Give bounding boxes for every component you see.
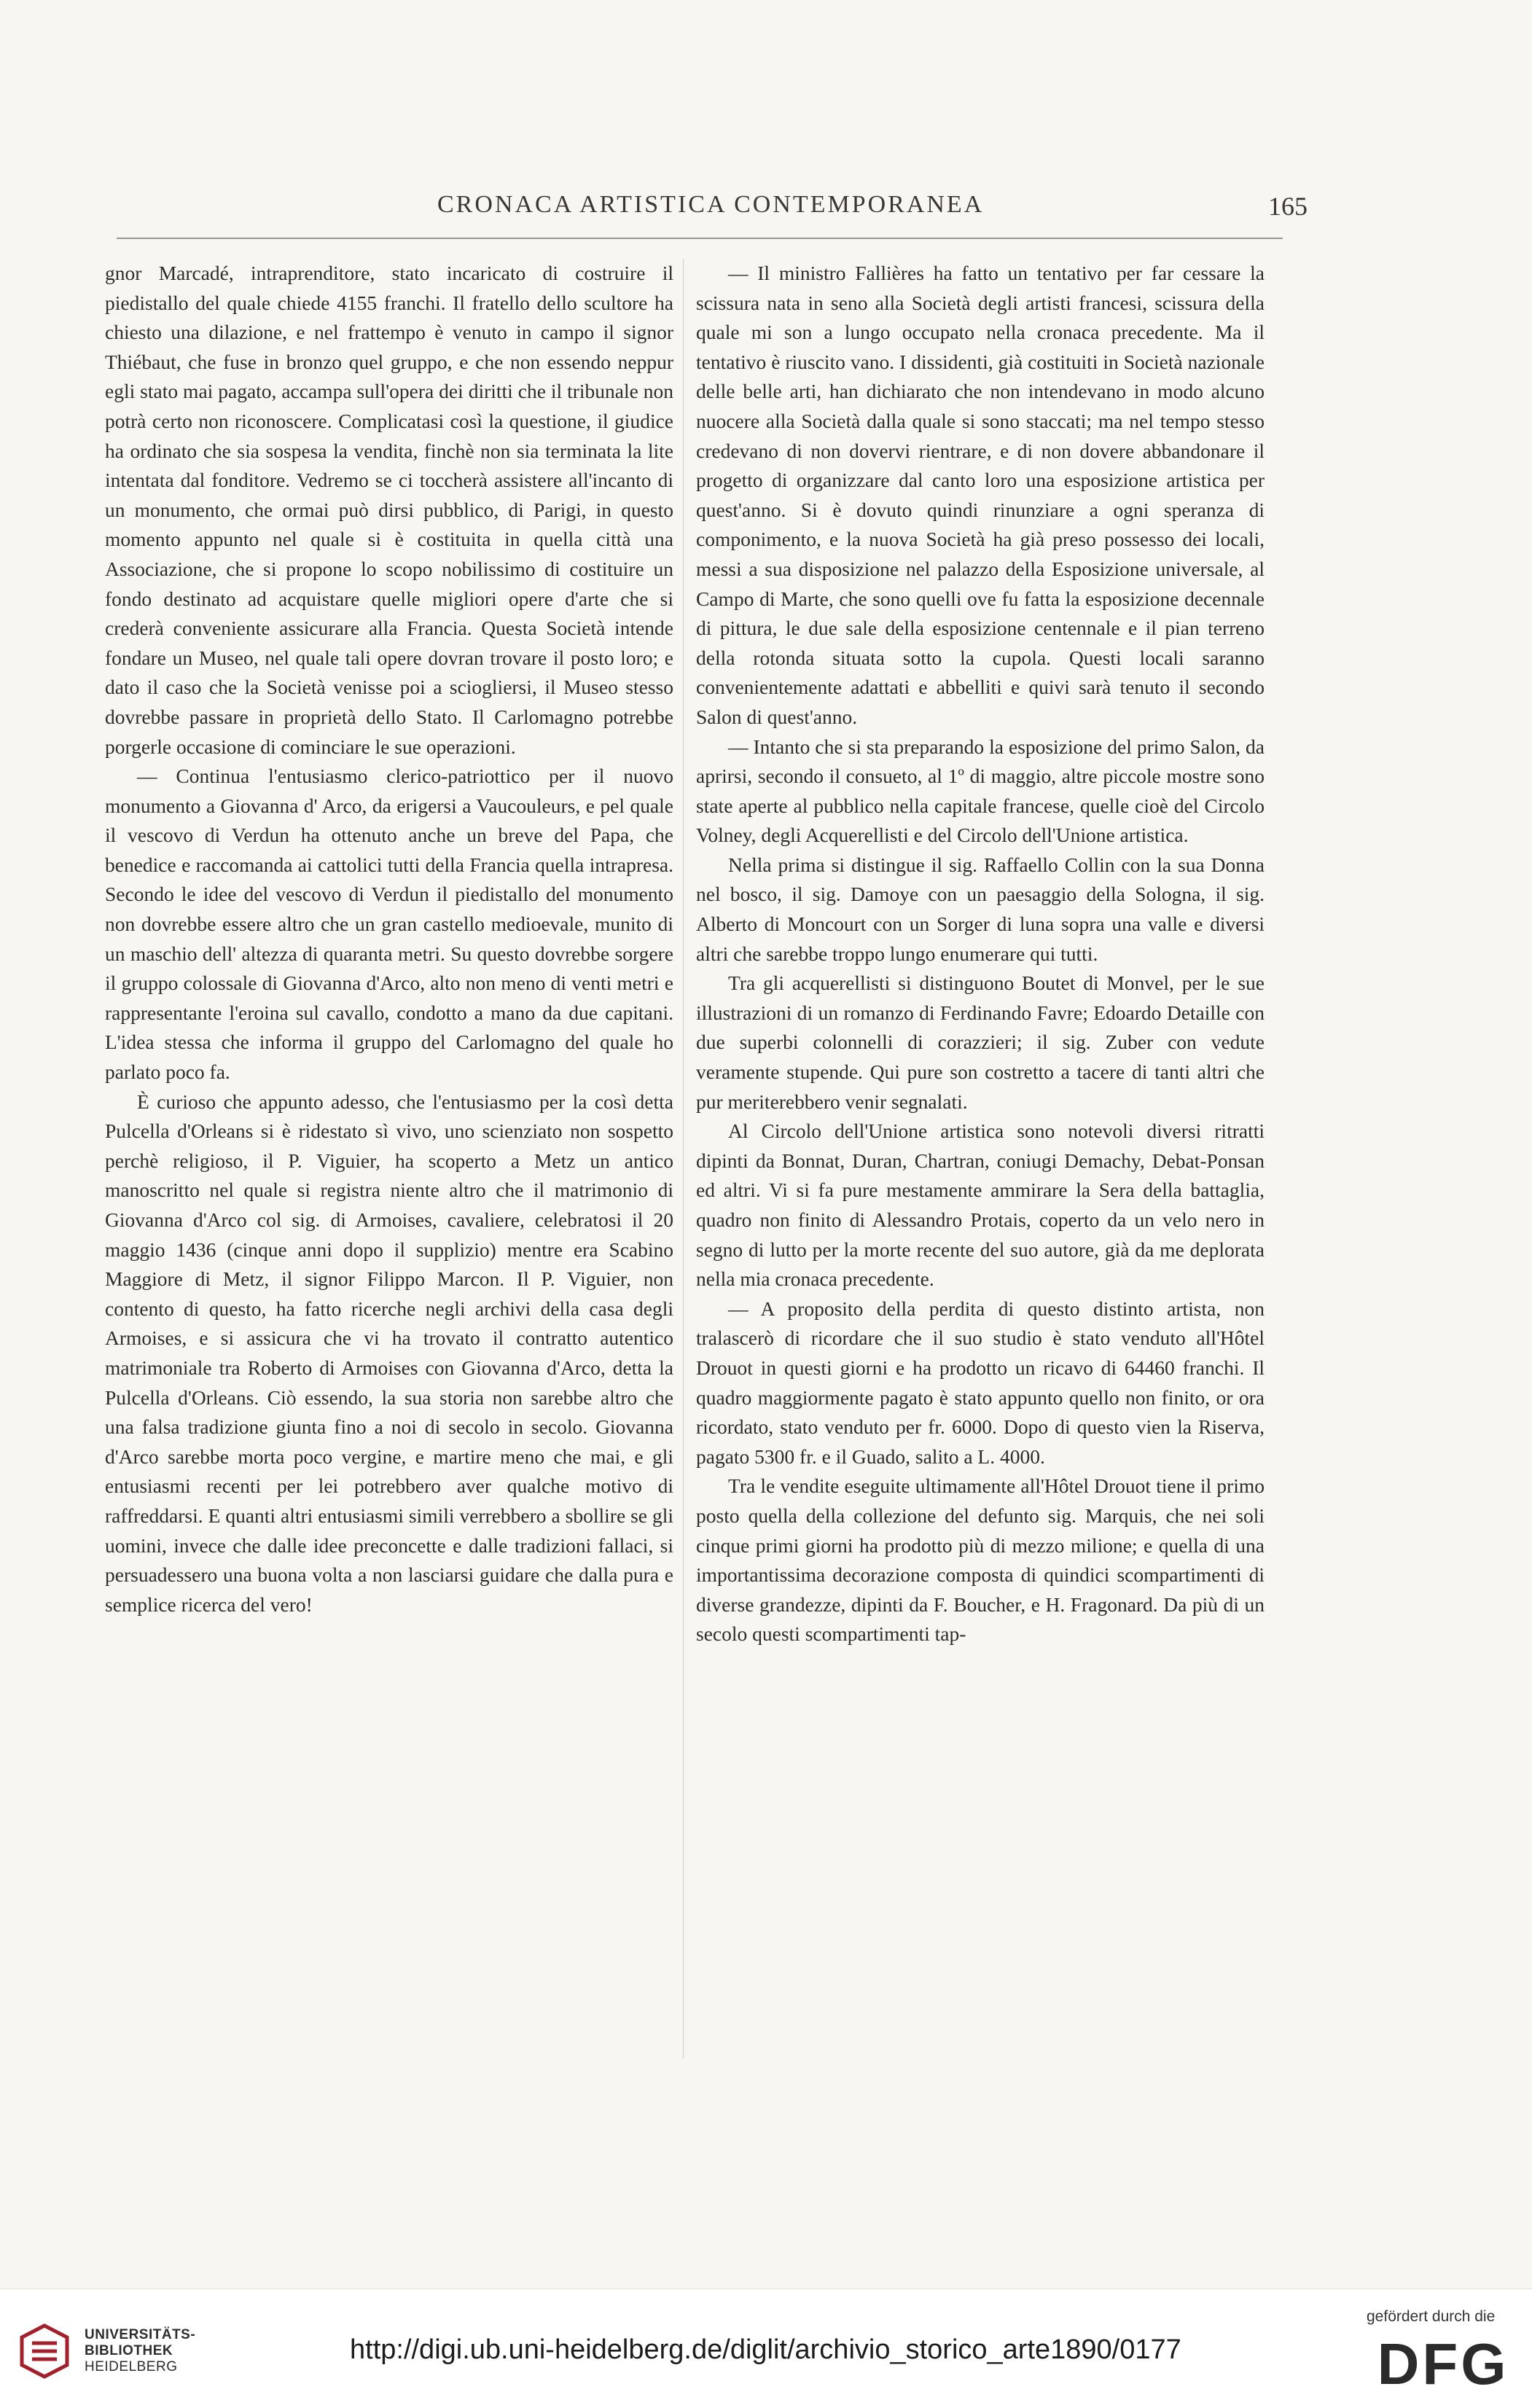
- paragraph: — Continua l'entusiasmo clerico-patriottico per il nuovo monumento a Giovanna d' Arco, da erigersi a Vaucouleurs, e pel quale il vescovo di Verdun ha ottenuto anche un breve del Papa, che benedice e raccomanda ai cattolici tutti della Francia quella intrapresa. Secondo le idee del vescovo di Verdun il piedistallo del monumento non dovrebbe essere altro che un gran castello medioevale, munito di un maschio dell' altezza di quaranta metri. Su questo dovrebbe sorgere il gruppo colossale di Giovanna d'Arco, alto non meno di venti metri e rappresentante l'eroina sul cavallo, condotto a mano da due capitani. L'idea stessa che informa il gruppo del Carlomagno del quale ho parlato poco fa.: [105, 765, 673, 1084]
- paragraph: — Il ministro Fallières ha fatto un tentativo per far cessare la scissura nata in seno alla Società degli artisti francesi, scissura della quale mi son a lungo occupato nella cronaca precedente. Ma il tentativo è riuscito vano. I dissidenti, già costituiti in Società nazionale delle belle arti, han dichiarato che non intendevano in modo alcuno nuocere alla Società dalla quale si sono staccati; ma nel tempo stesso credevano di non dovervi rientrare, e di non dovere abbandonare il progetto di organizzare dal canto loro una esposizione artistica per quest'anno. Si è dovuto quindi rinunziare a ogni speranza di componimento, e la nuova Società ha già preso possesso dei locali, messi a sua disposizione nel palazzo della Esposizione universale, al Campo di Marte, che sono quelli ove fu fatta la esposizione decennale di pittura, le due sale della esposizione centennale e il pian terreno della rotonda situata sotto la cupola. Questi locali saranno convenientemente adattati e abbelliti e quivi sarà tenuto il secondo Salon di quest'anno.: [696, 262, 1265, 728]
- paragraph: Tra le vendite eseguite ultimamente all'Hôtel Drouot tiene il primo posto quella della collezione del defunto sig. Marquis, che nei soli cinque primi giorni ha prodotto più di mezzo milione; e quella di una importantissima decorazione composta di quindici scompartimenti di diverse grandezze, dipinti da F. Boucher, e H. Fragonard. Da più di un secolo questi scompartimenti tap-: [696, 1474, 1265, 1646]
- paragraph: Nella prima si distingue il sig. Raffaello Collin con la sua Donna nel bosco, il sig. Damoye con un paesaggio della Sologna, il sig. Alberto di Moncourt con un Sorger di luna sopra una valle e diversi altri che sarebbe troppo lungo enumerare qui tutti.: [696, 853, 1265, 965]
- right-column: [696, 259, 1265, 1649]
- library-name-line: BIBLIOTHEK: [85, 2343, 173, 2358]
- library-name-line: HEIDELBERG: [85, 2359, 178, 2374]
- left-column: [105, 259, 673, 1619]
- running-head: [117, 191, 1308, 223]
- library-name: [85, 2327, 195, 2375]
- page-number: 165: [1268, 192, 1308, 221]
- dfg-logo-text: DFG: [1377, 2334, 1509, 2391]
- funded-by-label: gefördert durch die: [1367, 2308, 1496, 2325]
- paragraph: È curioso che appunto adesso, che l'entusiasmo per la così detta Pulcella d'Orleans si è ridestato sì vivo, uno scienziato non sospetto perchè religioso, il P. Viguier, ha scoperto a Metz un antico manoscritto nel quale si registra niente altro che il matrimonio di Giovanna d'Arco col sig. di Armoises, cavaliere, celebratosi il 20 maggio 1436 (cinque anni dopo il supplizio) mentre era Scabino Maggiore di Metz, il signor Filippo Marcon. Il P. Viguier, non contento di questo, ha fatto ricerche negli archivi della casa degli Armoises, e si assicura che vi ha trovato il contratto autentico matrimoniale tra Roberto di Armoises con Giovanna d'Arco, detta la Pulcella d'Orleans. Ciò essendo, la sua storia non sarebbe altro che una falsa tradizione giunta fino a noi di secolo in secolo. Giovanna d'Arco sarebbe morta poco vergine, e martire meno che mai, e gli entusiasmi recenti per lei potrebbero aver qualche motivo di raffreddarsi. E quanti altri entusiasmi simili verrebbero a sbollire se gli uomini, invece che dalle idee preconcette e dalle tradizioni fallaci, si persuadessero una buona volta a non lasciarsi guidare che dalla pura e semplice ricerca del vero!: [105, 1090, 673, 1616]
- running-title: CRONACA ARTISTICA CONTEMPORANEA: [437, 191, 985, 218]
- paragraph: Tra gli acquerellisti si distinguono Boutet di Monvel, per le sue illustrazioni di un romanzo di Ferdinando Favre; Edoardo Detaille con due superbi colonnelli di corazzieri; il sig. Zuber con vedute veramente stupende. Qui pure son costretto a tacere di tanti altri che pur meriterebbero venir segnalati.: [696, 972, 1265, 1113]
- viewer-footer: [0, 2288, 1532, 2408]
- permalink-url[interactable]: http://digi.ub.uni-heidelberg.de/diglit/archivio_storico_arte1890/0177: [350, 2334, 1181, 2365]
- paragraph: gnor Marcadé, intraprenditore, stato incaricato di costruire il piedistallo del quale chiede 4155 franchi. Il fratello dello scultore ha chiesto una dilazione, e nel frattempo è venuto in campo il signor Thiébaut, che fuse in bronzo quel gruppo, e che non essendo neppur egli stato mai pagato, accampa sull'opera dei diritti che il tribunale non potrà certo non riconoscere. Complicatasi così la questione, il giudice ha ordinato che sia sospesa la vendita, finchè non sia terminata la lite intentata dal fonditore. Vedremo se ci toccherà assistere all'incanto di un monumento, che ormai può dirsi pubblico, di Parigi, in questo momento appunto nel quale si è costituita in quella città una Associazione, che si propone lo scopo nobilissimo di costituire un fondo destinato ad acquistare quelle migliori opere d'arte che si crederà conveniente assicurare alla Francia. Questa Società intende fondare un Museo, nel quale tali opere dovran trovare il posto loro; e dato il caso che la Società venisse poi a sciogliersi, il Museo stesso dovrebbe passare in proprietà dello Stato. Il Carlomagno potrebbe porgerle occasione di cominciare le sue operazioni.: [105, 262, 673, 758]
- dfg-logo-icon: [1370, 2334, 1516, 2391]
- header-rule: [117, 238, 1283, 239]
- paragraph: — A proposito della perdita di questo distinto artista, non tralascerò di ricordare che il suo studio è stato venduto all'Hôtel Drouot in questi giorni e ha prodotto un ricavo di 64460 franchi. Il quadro maggiormente pagato è stato appunto quello non finito, or ora ricordato, stato venduto per fr. 6000. Dopo di questo vien la Riserva, pagato 5300 fr. e il Guado, salito a L. 4000.: [696, 1297, 1265, 1468]
- column-divider: [683, 259, 684, 2059]
- heidelberg-library-logo-icon: [15, 2321, 74, 2381]
- paragraph: Al Circolo dell'Unione artistica sono notevoli diversi ritratti dipinti da Bonnat, Duran, Chartran, coniugi Demachy, Debat-Ponsan ed altri. Vi si fa pure mestamente ammirare la Sera della battaglia, quadro non finito di Alessandro Protais, coperto da un velo nero in segno di lutto per la morte recente del suo autore, già da me deplorata nella mia cronaca precedente.: [696, 1119, 1265, 1291]
- library-name-line: UNIVERSITÄTS-: [85, 2327, 196, 2342]
- paragraph: — Intanto che si sta preparando la esposizione del primo Salon, da aprirsi, secondo il consueto, al 1º di maggio, altre piccole mostre sono state aperte al pubblico nella capitale francese, quelle cioè del Circolo Volney, degli Acquerellisti e del Circolo dell'Unione artistica.: [696, 735, 1265, 847]
